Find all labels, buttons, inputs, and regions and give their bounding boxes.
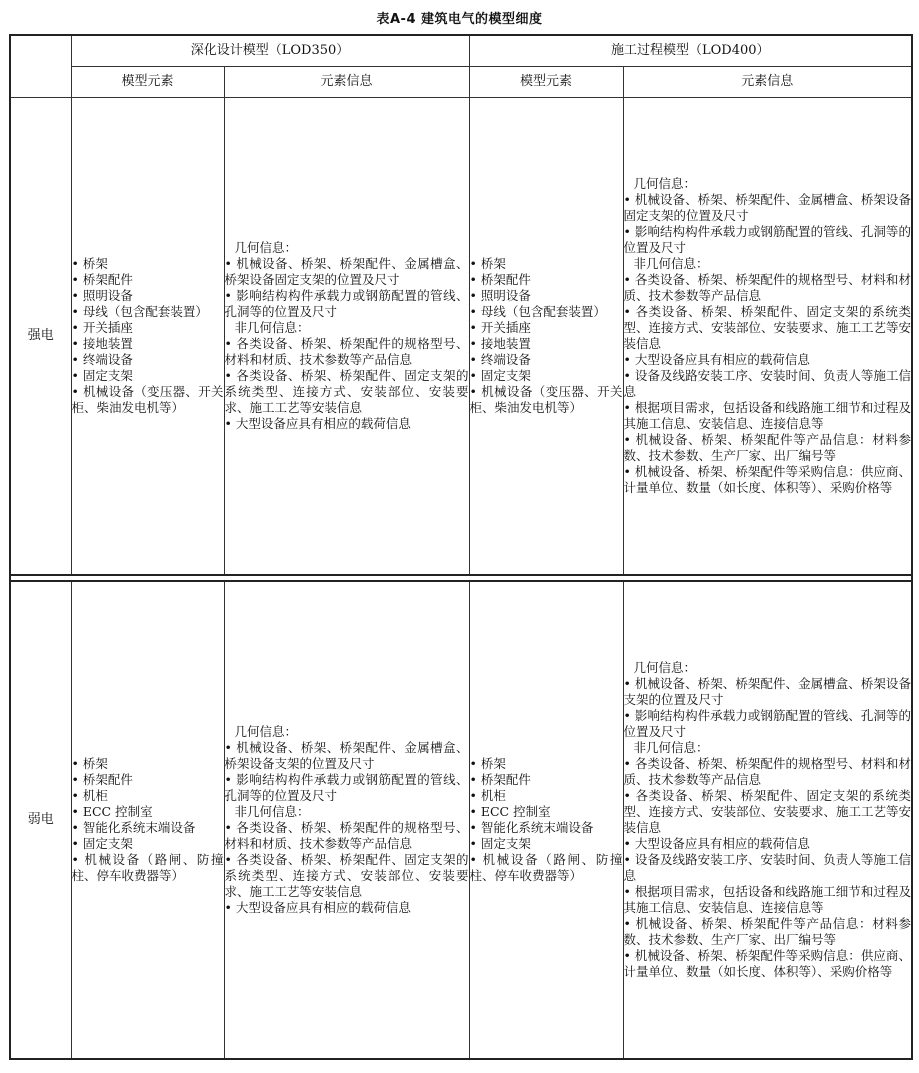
- lod350-info-cell: [224, 581, 469, 1059]
- list-item: 几何信息：: [234, 724, 298, 739]
- list-item: • 桥架配件: [469, 272, 531, 287]
- list-item: • 各类设备、桥架、桥架配件、固定支架的系统类型、连接方式、安装部位、安装要求、施工工艺等安装信息: [224, 368, 469, 415]
- list-item: • 机械设备（路闸、防撞柱、停车收费器等）: [469, 852, 623, 883]
- row-label-strong-power: 强电: [10, 98, 71, 576]
- list: [470, 256, 623, 416]
- list-item: • 大型设备应具有相应的载荷信息: [623, 352, 810, 367]
- list-item: • 各类设备、桥架、桥架配件的规格型号、材料和材质、技术参数等产品信息: [224, 820, 469, 851]
- list-item: • 根据项目需求，包括设备和线路施工细节和过程及其施工信息、安装信息、连接信息等: [623, 884, 911, 915]
- list-item: • 设备及线路安装工序、安装时间、负责人等施工信息: [623, 852, 911, 883]
- list-item: • 机械设备、桥架、桥架配件等产品信息：材料参数、技术参数、生产厂家、出厂编号等: [623, 916, 911, 947]
- list-item: • 照明设备: [71, 288, 133, 303]
- list-item: • 开关插座: [71, 320, 133, 335]
- list-item: • ECC 控制室: [71, 804, 153, 819]
- list-item: • 机械设备（路闸、防撞柱、停车收费器等）: [71, 852, 224, 883]
- list: [225, 240, 469, 432]
- list-item: • 机械设备、桥架、桥架配件等采购信息：供应商、计量单位、数量（如长度、体积等）、采购价格等: [623, 948, 911, 979]
- lod400-info-cell: [623, 581, 912, 1059]
- list-item: • 母线（包含配套装置）: [469, 304, 606, 319]
- list-item: • 影响结构构件承载力或钢筋配置的管线、孔洞等的位置及尺寸: [623, 224, 911, 255]
- list-item: • 桥架配件: [71, 772, 133, 787]
- lod400-elements-cell: [469, 98, 623, 576]
- list-item: • 机械设备、桥架、桥架配件等产品信息：材料参数、技术参数、生产厂家、出厂编号等: [623, 432, 911, 463]
- list-item: • 照明设备: [469, 288, 531, 303]
- table-title: 表A-4 建筑电气的模型细度: [376, 12, 543, 27]
- list-item: • 大型设备应具有相应的载荷信息: [224, 900, 411, 915]
- list-item: • 终端设备: [469, 352, 531, 367]
- header-lod400-elements: 模型元素: [469, 67, 623, 98]
- list-item: • 机械设备、桥架、桥架配件等采购信息：供应商、计量单位、数量（如长度、体积等）、采购价格等: [623, 464, 911, 495]
- list-item: • 机械设备、桥架、桥架配件、金属槽盒、桥架设备固定支架的位置及尺寸: [623, 192, 911, 223]
- table-row: [10, 98, 912, 576]
- list-item: • 固定支架: [469, 368, 531, 383]
- lod350-elements-cell: [71, 581, 224, 1059]
- list-item: • ECC 控制室: [469, 804, 551, 819]
- list-item: • 智能化系统末端设备: [469, 820, 594, 835]
- lod350-elements-cell: [71, 98, 224, 576]
- list-item: 非几何信息：: [633, 740, 709, 755]
- list-item: • 大型设备应具有相应的载荷信息: [623, 836, 810, 851]
- list-item: • 智能化系统末端设备: [71, 820, 196, 835]
- list-item: • 设备及线路安装工序、安装时间、负责人等施工信息: [623, 368, 911, 399]
- list-item: • 各类设备、桥架、桥架配件、固定支架的系统类型、连接方式、安装部位、安装要求、施工工艺等安装信息: [623, 304, 912, 351]
- list: [624, 176, 912, 496]
- list-item: • 影响结构构件承载力或钢筋配置的管线、孔洞等的位置及尺寸: [224, 288, 469, 319]
- list-item: • 固定支架: [71, 368, 133, 383]
- list-item: • 母线（包含配套装置）: [71, 304, 208, 319]
- list: [72, 756, 224, 884]
- header-lod350: 深化设计模型（LOD350）: [71, 35, 469, 67]
- table-row: [10, 581, 912, 1059]
- list-item: • 大型设备应具有相应的载荷信息: [224, 416, 411, 431]
- list-item: • 机械设备（变压器、开关柜、柴油发电机等）: [469, 384, 623, 415]
- header-lod350-elements: 模型元素: [71, 67, 224, 98]
- model-detail-table: [9, 34, 913, 1060]
- list-item: • 桥架配件: [469, 772, 531, 787]
- list-item: • 各类设备、桥架、桥架配件的规格型号、材料和材质、技术参数等产品信息: [623, 272, 911, 303]
- list-item: • 接地装置: [469, 336, 531, 351]
- list-item: • 各类设备、桥架、桥架配件的规格型号、材料和材质、技术参数等产品信息: [623, 756, 911, 787]
- lod350-info-cell: [224, 98, 469, 576]
- list: [72, 256, 224, 416]
- list-item: • 影响结构构件承载力或钢筋配置的管线、孔洞等的位置及尺寸: [623, 708, 911, 739]
- list: [624, 660, 912, 980]
- list-item: • 根据项目需求，包括设备和线路施工细节和过程及其施工信息、安装信息、连接信息等: [623, 400, 911, 431]
- list-item: • 桥架: [71, 756, 108, 771]
- header-lod400-info: 元素信息: [623, 67, 912, 98]
- list-item: • 各类设备、桥架、桥架配件、固定支架的系统类型、连接方式、安装部位、安装要求、施工工艺等安装信息: [224, 852, 469, 899]
- list-item: • 机械设备、桥架、桥架配件、金属槽盒、桥架设备支架的位置及尺寸: [623, 676, 911, 707]
- list: [225, 724, 469, 916]
- list-item: 非几何信息：: [633, 256, 709, 271]
- list-item: • 接地装置: [71, 336, 133, 351]
- list-item: 几何信息：: [234, 240, 298, 255]
- list-item: • 固定支架: [71, 836, 133, 851]
- row-label-weak-power: 弱电: [10, 581, 71, 1059]
- header-lod350-info: 元素信息: [224, 67, 469, 98]
- list-item: 几何信息：: [633, 660, 697, 675]
- list-item: 非几何信息：: [234, 320, 310, 335]
- list-item: • 机械设备、桥架、桥架配件、金属槽盒、桥架设备支架的位置及尺寸: [224, 740, 469, 771]
- list-item: • 机柜: [469, 788, 506, 803]
- list: [470, 756, 623, 884]
- list-item: • 各类设备、桥架、桥架配件、固定支架的系统类型、连接方式、安装部位、安装要求、施工工艺等安装信息: [623, 788, 912, 835]
- list-item: • 固定支架: [469, 836, 531, 851]
- list-item: 几何信息：: [633, 176, 697, 191]
- list-item: • 桥架: [469, 756, 506, 771]
- list-item: • 机柜: [71, 788, 108, 803]
- list-item: • 开关插座: [469, 320, 531, 335]
- lod400-elements-cell: [469, 581, 623, 1059]
- header-lod400: 施工过程模型（LOD400）: [469, 35, 912, 67]
- list-item: • 终端设备: [71, 352, 133, 367]
- lod400-info-cell: [623, 98, 912, 576]
- list-item: • 机械设备（变压器、开关柜、柴油发电机等）: [71, 384, 224, 415]
- list-item: 非几何信息：: [234, 804, 310, 819]
- list-item: • 桥架配件: [71, 272, 133, 287]
- list-item: • 各类设备、桥架、桥架配件的规格型号、材料和材质、技术参数等产品信息: [224, 336, 469, 367]
- list-item: • 机械设备、桥架、桥架配件、金属槽盒、桥架设备固定支架的位置及尺寸: [224, 256, 469, 287]
- corner-cell: [10, 35, 71, 98]
- list-item: • 桥架: [469, 256, 506, 271]
- list-item: • 桥架: [71, 256, 108, 271]
- list-item: • 影响结构构件承载力或钢筋配置的管线、孔洞等的位置及尺寸: [224, 772, 469, 803]
